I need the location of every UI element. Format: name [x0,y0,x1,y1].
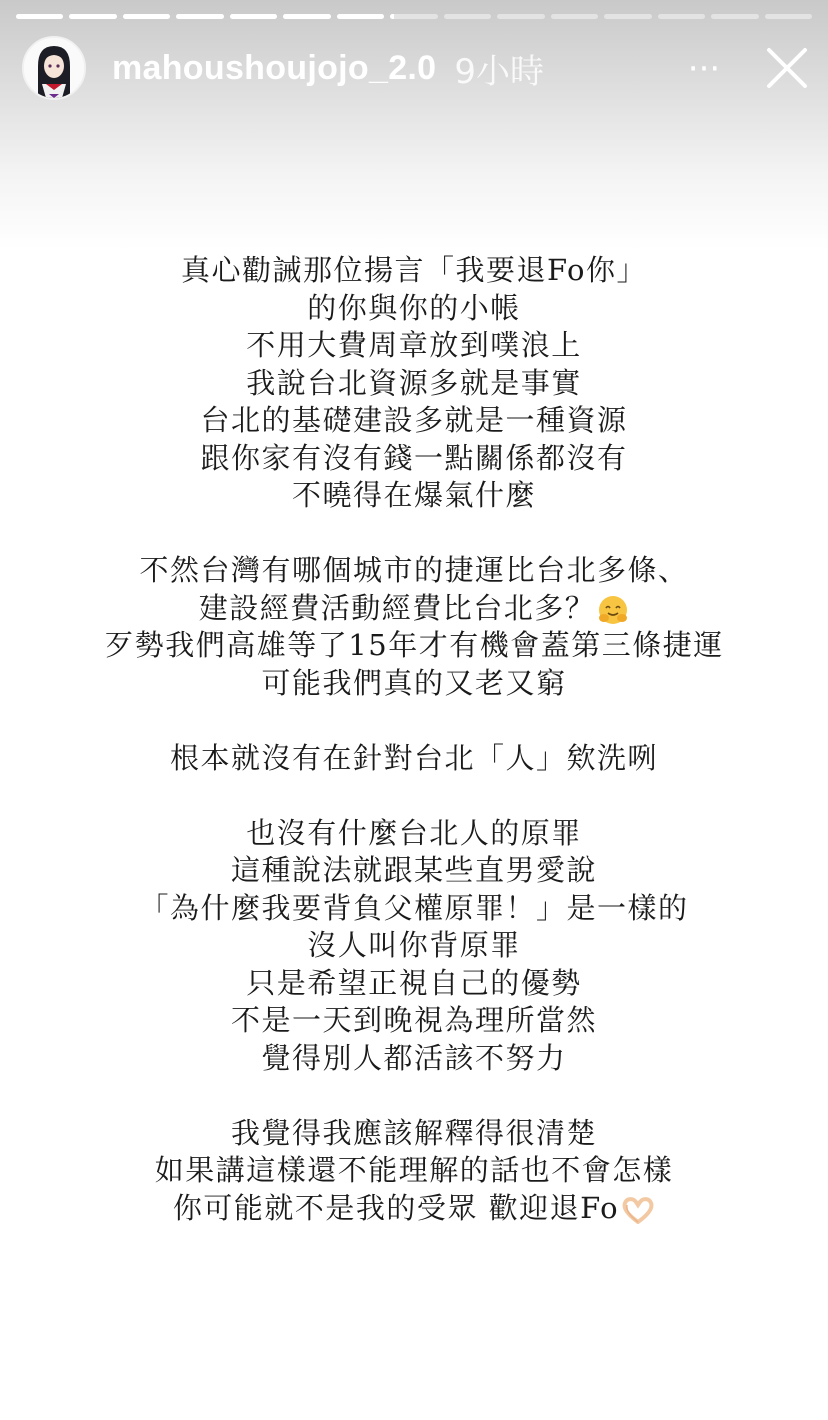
text-line-content: 真心勸誡那位揚言「我要退Fo你」 [181,253,647,287]
progress-fill [16,14,63,19]
progress-segment [444,14,491,19]
text-line-content: 不用大費周章放到噗浪上 [246,328,582,362]
username[interactable]: mahoushoujojo_2.0 [112,48,437,87]
text-line-content: 可能我們真的又老又窮 [261,665,567,700]
text-line-content: 沒人叫你背原罪 [307,928,521,962]
text-line [0,477,828,515]
progress-segment [551,14,598,19]
text-line [0,1152,828,1190]
text-line-content: 如果講這樣還不能理解的話也不會怎樣 [154,1153,674,1187]
text-line-content: 歹勢我們高雄等了15年才有機會蓋第三條捷運 [104,628,724,662]
text-line [0,665,828,703]
progress-segment [69,14,116,19]
progress-fill [390,14,394,19]
text-line-content: 跟你家有沒有錢一點關係都沒有 [200,440,628,475]
text-line-content: 「為什麼我要背負父權原罪！」是一樣的 [139,890,689,925]
text-line [0,365,828,403]
text-line-content: 不然台灣有哪個城市的捷運比台北多條、 [139,553,689,587]
text-line-content: 只是希望正視自己的優勢 [246,965,582,1000]
text-line [0,552,828,590]
progress-fill [123,14,170,19]
progress-segment [230,14,277,19]
text-line-content: 也沒有什麼台北人的原罪 [246,815,582,850]
text-line [0,590,828,628]
text-line-content: 台北的基礎建設多就是一種資源 [200,403,628,437]
more-options-button[interactable]: ··· [687,49,721,89]
text-line [0,327,828,365]
text-line [0,1190,828,1228]
progress-fill [337,14,384,19]
progress-segment [765,14,812,19]
text-line [0,965,828,1003]
text-line [0,1040,828,1078]
progress-fill [230,14,277,19]
text-line [0,890,828,928]
text-line [0,740,828,778]
progress-segment [283,14,330,19]
blank-line [0,1077,828,1115]
progress-segment [711,14,758,19]
progress-fill [69,14,116,19]
text-line [0,927,828,965]
progress-fill [176,14,223,19]
text-line-content: 的你與你的小帳 [307,290,521,325]
heart-hands-emoji-icon [621,1196,655,1224]
progress-fill [283,14,330,19]
text-line [0,1002,828,1040]
text-line-content: 這種說法就跟某些直男愛說 [230,853,597,887]
text-line [0,252,828,290]
blank-line [0,702,828,740]
text-line-content: 建設經費活動經費比台北多？ [198,590,596,625]
progress-segment [16,14,63,19]
progress-segment [390,14,437,19]
progress-segment [658,14,705,19]
text-line-content: 不曉得在爆氣什麼 [291,478,536,512]
text-line [0,402,828,440]
hugging-face-emoji-icon [597,594,629,626]
text-line [0,627,828,665]
story-text-content [0,252,828,1227]
close-icon [764,45,810,91]
anime-avatar-icon [24,38,84,98]
progress-segment [604,14,651,19]
text-line [0,815,828,853]
blank-line [0,777,828,815]
text-line-content: 不是一天到晚視為理所當然 [230,1003,597,1037]
blank-line [0,515,828,553]
text-line [0,852,828,890]
text-line-content: 我說台北資源多就是事實 [246,365,582,400]
text-line [0,290,828,328]
post-time: 9小時 [454,51,545,92]
progress-segment [176,14,223,19]
text-line-content: 你可能就不是我的受眾 歡迎退Fo [172,1190,620,1225]
text-line [0,440,828,478]
progress-segment [497,14,544,19]
text-line-content: 覺得別人都活該不努力 [261,1040,567,1075]
text-line [0,1115,828,1153]
close-button[interactable] [764,45,810,91]
text-line-content: 根本就沒有在針對台北「人」欸洗咧 [169,740,658,775]
story-header [22,35,812,101]
progress-segment [123,14,170,19]
story-progress-bar [16,14,812,19]
avatar[interactable] [22,36,86,100]
progress-segment [337,14,384,19]
text-line-content: 我覺得我應該解釋得很清楚 [230,1115,597,1150]
